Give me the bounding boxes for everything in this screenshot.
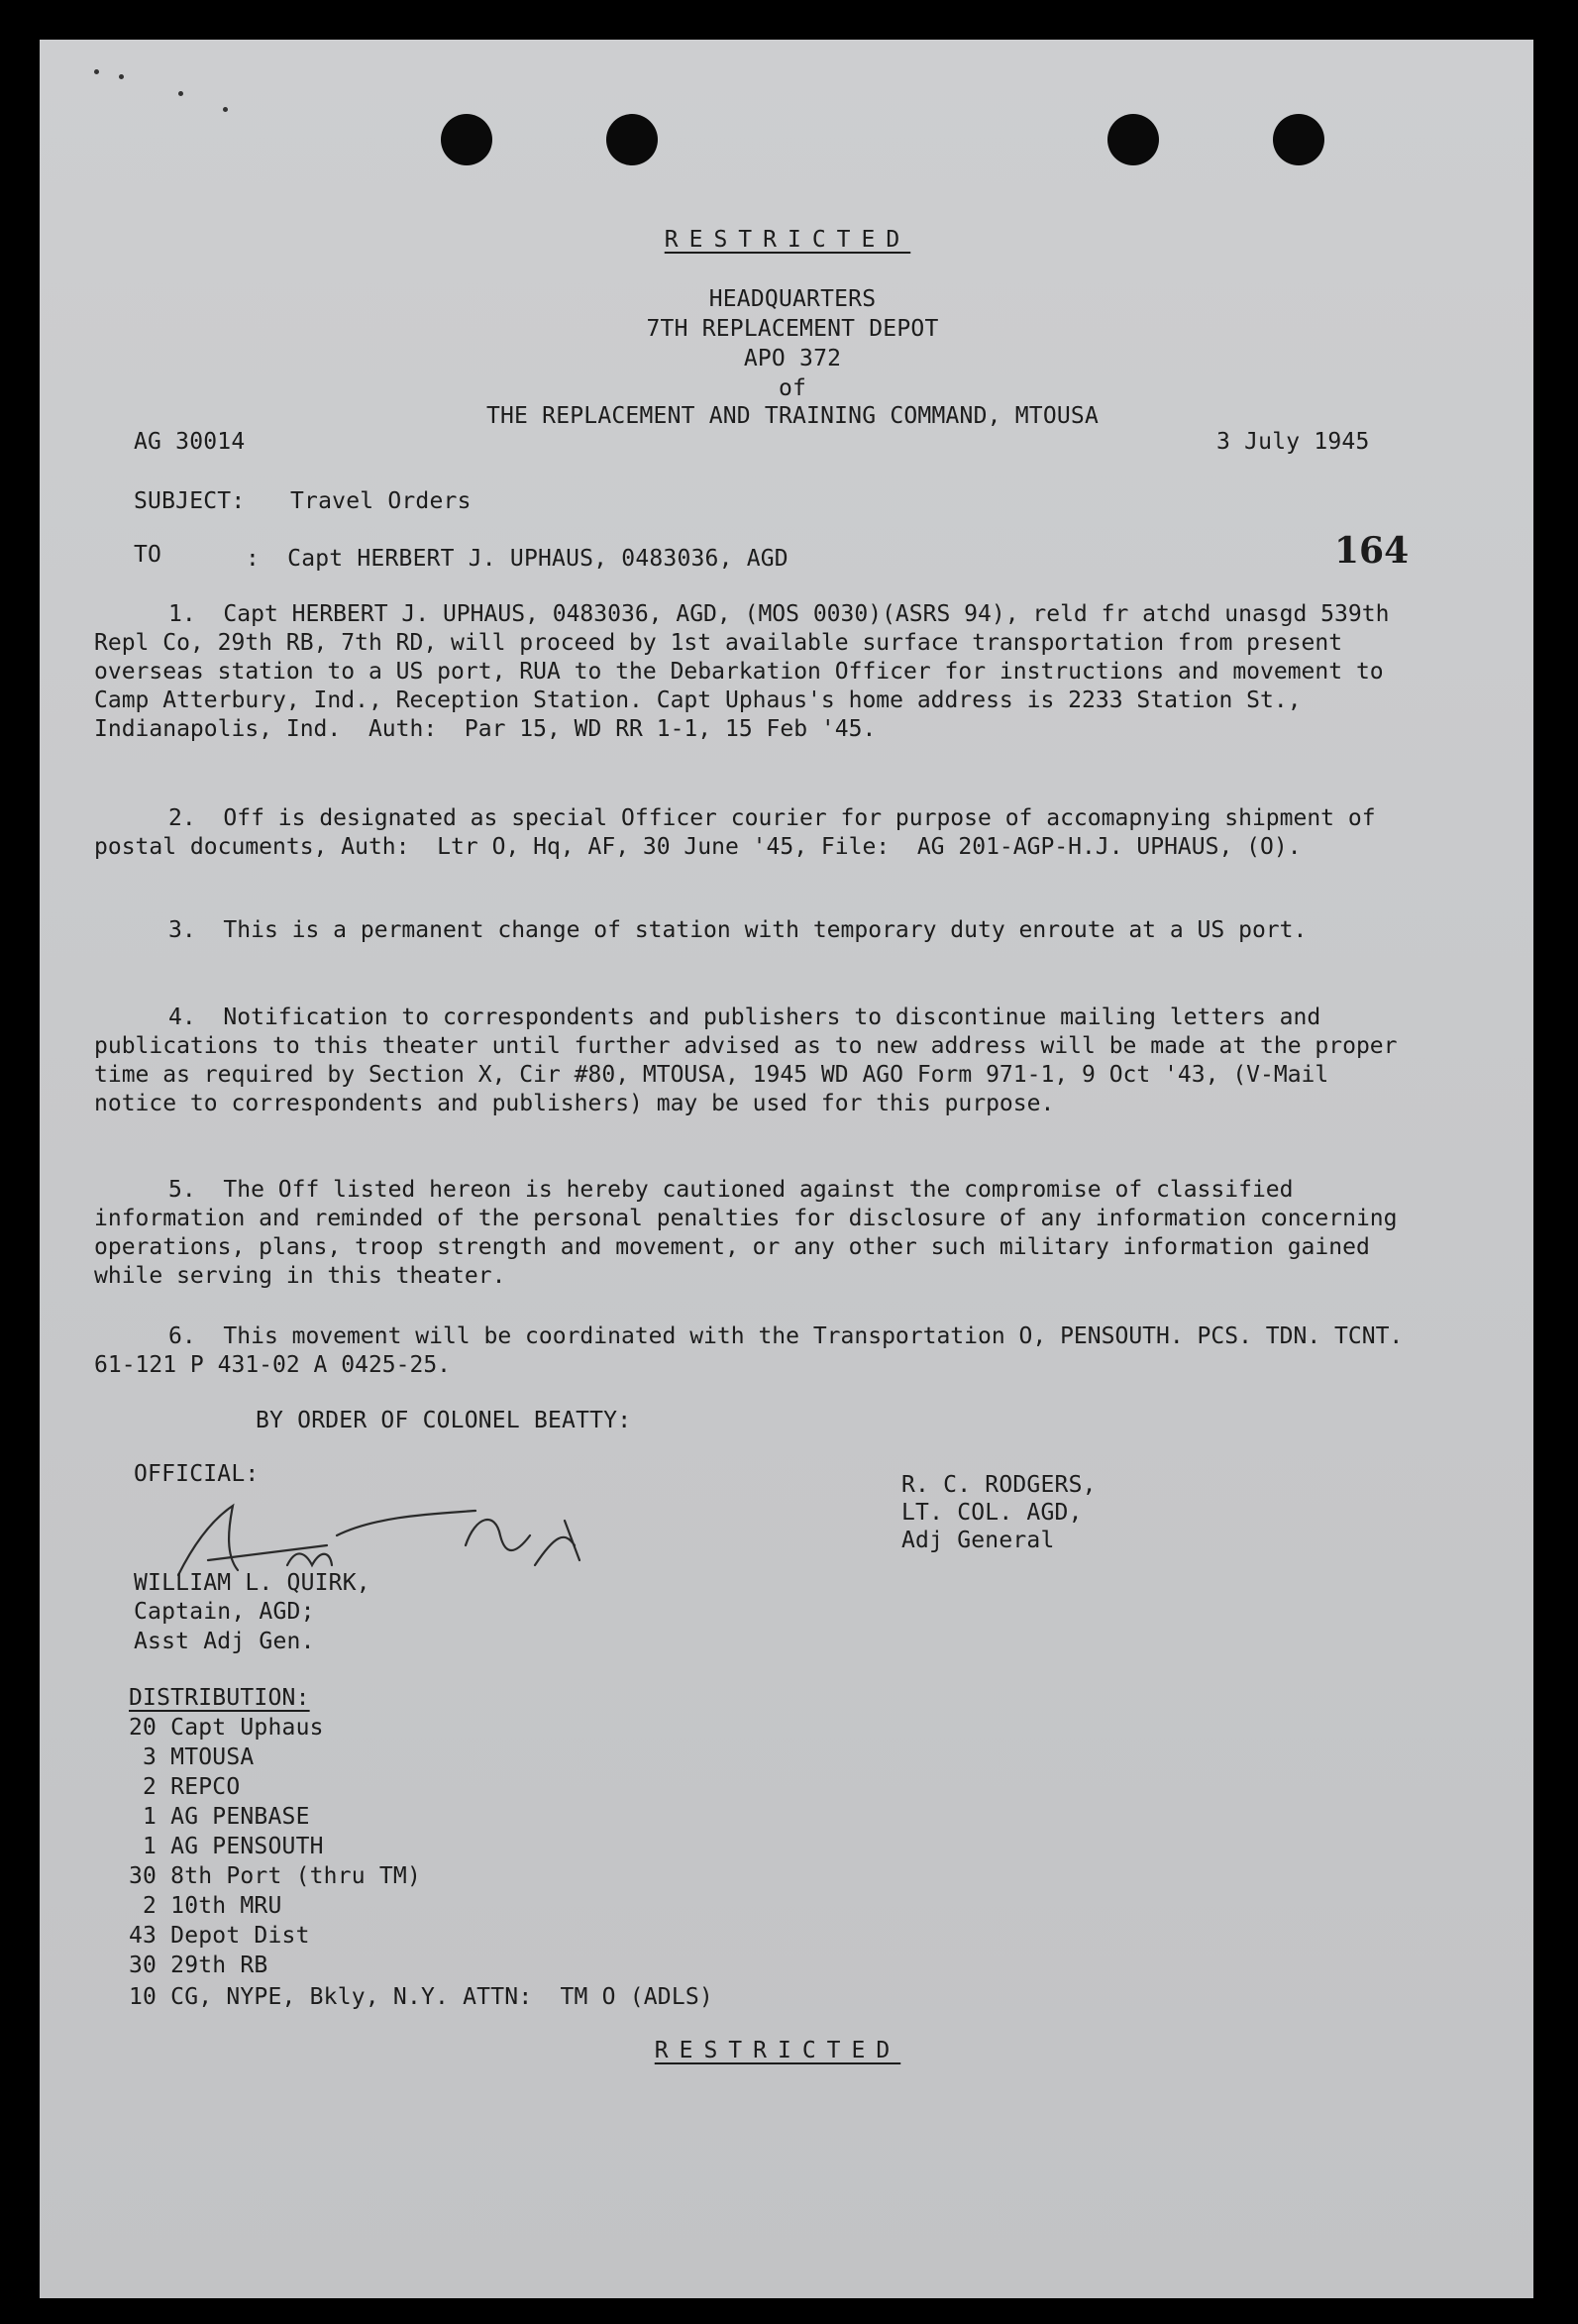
distribution-item: 3 MTOUSA <box>129 1744 255 1770</box>
to-value: : Capt HERBERT J. UPHAUS, 0483036, AGD <box>246 546 789 572</box>
file-reference: AG 30014 <box>134 429 246 455</box>
by-order-line: BY ORDER OF COLONEL BEATTY: <box>256 1408 632 1433</box>
signer-left-name: WILLIAM L. QUIRK, <box>134 1570 370 1596</box>
distribution-item: 1 AG PENSOUTH <box>129 1834 324 1859</box>
signer-left-title: Asst Adj Gen. <box>134 1629 315 1654</box>
distribution-item: 2 REPCO <box>129 1774 241 1800</box>
punch-hole-2 <box>606 114 658 165</box>
header-line-2: 7TH REPLACEMENT DEPOT <box>646 316 939 342</box>
speck <box>178 91 183 96</box>
signer-left-rank: Captain, AGD; <box>134 1599 315 1625</box>
punch-hole-3 <box>1107 114 1159 165</box>
document-date: 3 July 1945 <box>1216 429 1370 455</box>
paragraph-6: 6. This movement will be coordinated with the Transportation O, PENSOUTH. PCS. TDN. TCNT. 61-121 P 431-02 A 0425-25. <box>94 1323 1430 1378</box>
subject-value: Travel Orders <box>290 488 472 514</box>
subject-label: SUBJECT: <box>134 488 246 514</box>
distribution-item: 10 CG, NYPE, Bkly, N.Y. ATTN: TM O (ADLS) <box>129 1984 713 2010</box>
order-number: 164 <box>1334 530 1410 572</box>
header-line-4: of <box>778 375 807 401</box>
official-label: OFFICIAL: <box>134 1461 260 1487</box>
paragraph-3: 3. This is a permanent change of station with temporary duty enroute at a US port. <box>168 917 1308 943</box>
punch-hole-4 <box>1273 114 1324 165</box>
distribution-label: DISTRIBUTION: <box>129 1685 310 1711</box>
punch-hole-1 <box>441 114 492 165</box>
classification-top: RESTRICTED <box>664 227 911 253</box>
to-label: TO <box>134 542 162 568</box>
paragraph-2: 2. Off is designated as special Officer courier for purpose of accomapnying shipment of postal documents, Auth: Ltr O, Hq, AF, 30 June '45, File: AG 201-AGP-H.J. UPHAUS, (O). <box>94 805 1390 860</box>
header-line-1: HEADQUARTERS <box>708 286 877 312</box>
speck <box>223 107 228 112</box>
distribution-item: 30 29th RB <box>129 1953 268 1978</box>
distribution-item: 1 AG PENBASE <box>129 1804 310 1830</box>
paragraph-4: 4. Notification to correspondents and publishers to discontinue mailing letters and publications to this theater until further advised as to new address will be made at the proper time as required by Section X, Cir #80, MTOUSA, 1945 WD AGO Form 971-1, 9 Oct '43, (V-Mail notice to correspondents and publishers) may be used for this purpose. <box>94 1004 1412 1116</box>
distribution-item: 20 Capt Uphaus <box>129 1715 324 1741</box>
distribution-item: 30 8th Port (thru TM) <box>129 1863 421 1889</box>
signer-right-rank: LT. COL. AGD, <box>901 1500 1083 1526</box>
speck <box>119 74 124 79</box>
header-line-5: THE REPLACEMENT AND TRAINING COMMAND, MTOUSA <box>485 403 1100 429</box>
signer-right-title: Adj General <box>901 1528 1055 1553</box>
signer-right-name: R. C. RODGERS, <box>901 1472 1097 1498</box>
paragraph-5: 5. The Off listed hereon is hereby cautioned against the compromise of classified information and reminded of the personal penalties for disclosure of any information concerning operations, plans, troop strength and movement, or any other such military information gained while serving in this theater. <box>94 1177 1412 1289</box>
distribution-item: 43 Depot Dist <box>129 1923 310 1949</box>
classification-bottom: RESTRICTED <box>654 2038 901 2063</box>
header-line-3: APO 372 <box>743 346 842 371</box>
speck <box>94 69 99 74</box>
distribution-item: 2 10th MRU <box>129 1893 282 1919</box>
paragraph-1: 1. Capt HERBERT J. UPHAUS, 0483036, AGD, (MOS 0030)(ASRS 94), reld fr atchd unasgd 539th Repl Co, 29th RB, 7th RD, will proceed by 1st available surface transportation from present overseas station to a US port, RUA to the Debarkation Officer for instructions and movement to Camp Atterbury, Ind., Reception Station. Capt Uphaus's home address is 2233 Station St., Indianapolis, Ind. Auth: Par 15, WD RR 1-1, 15 Feb '45. <box>94 601 1404 742</box>
